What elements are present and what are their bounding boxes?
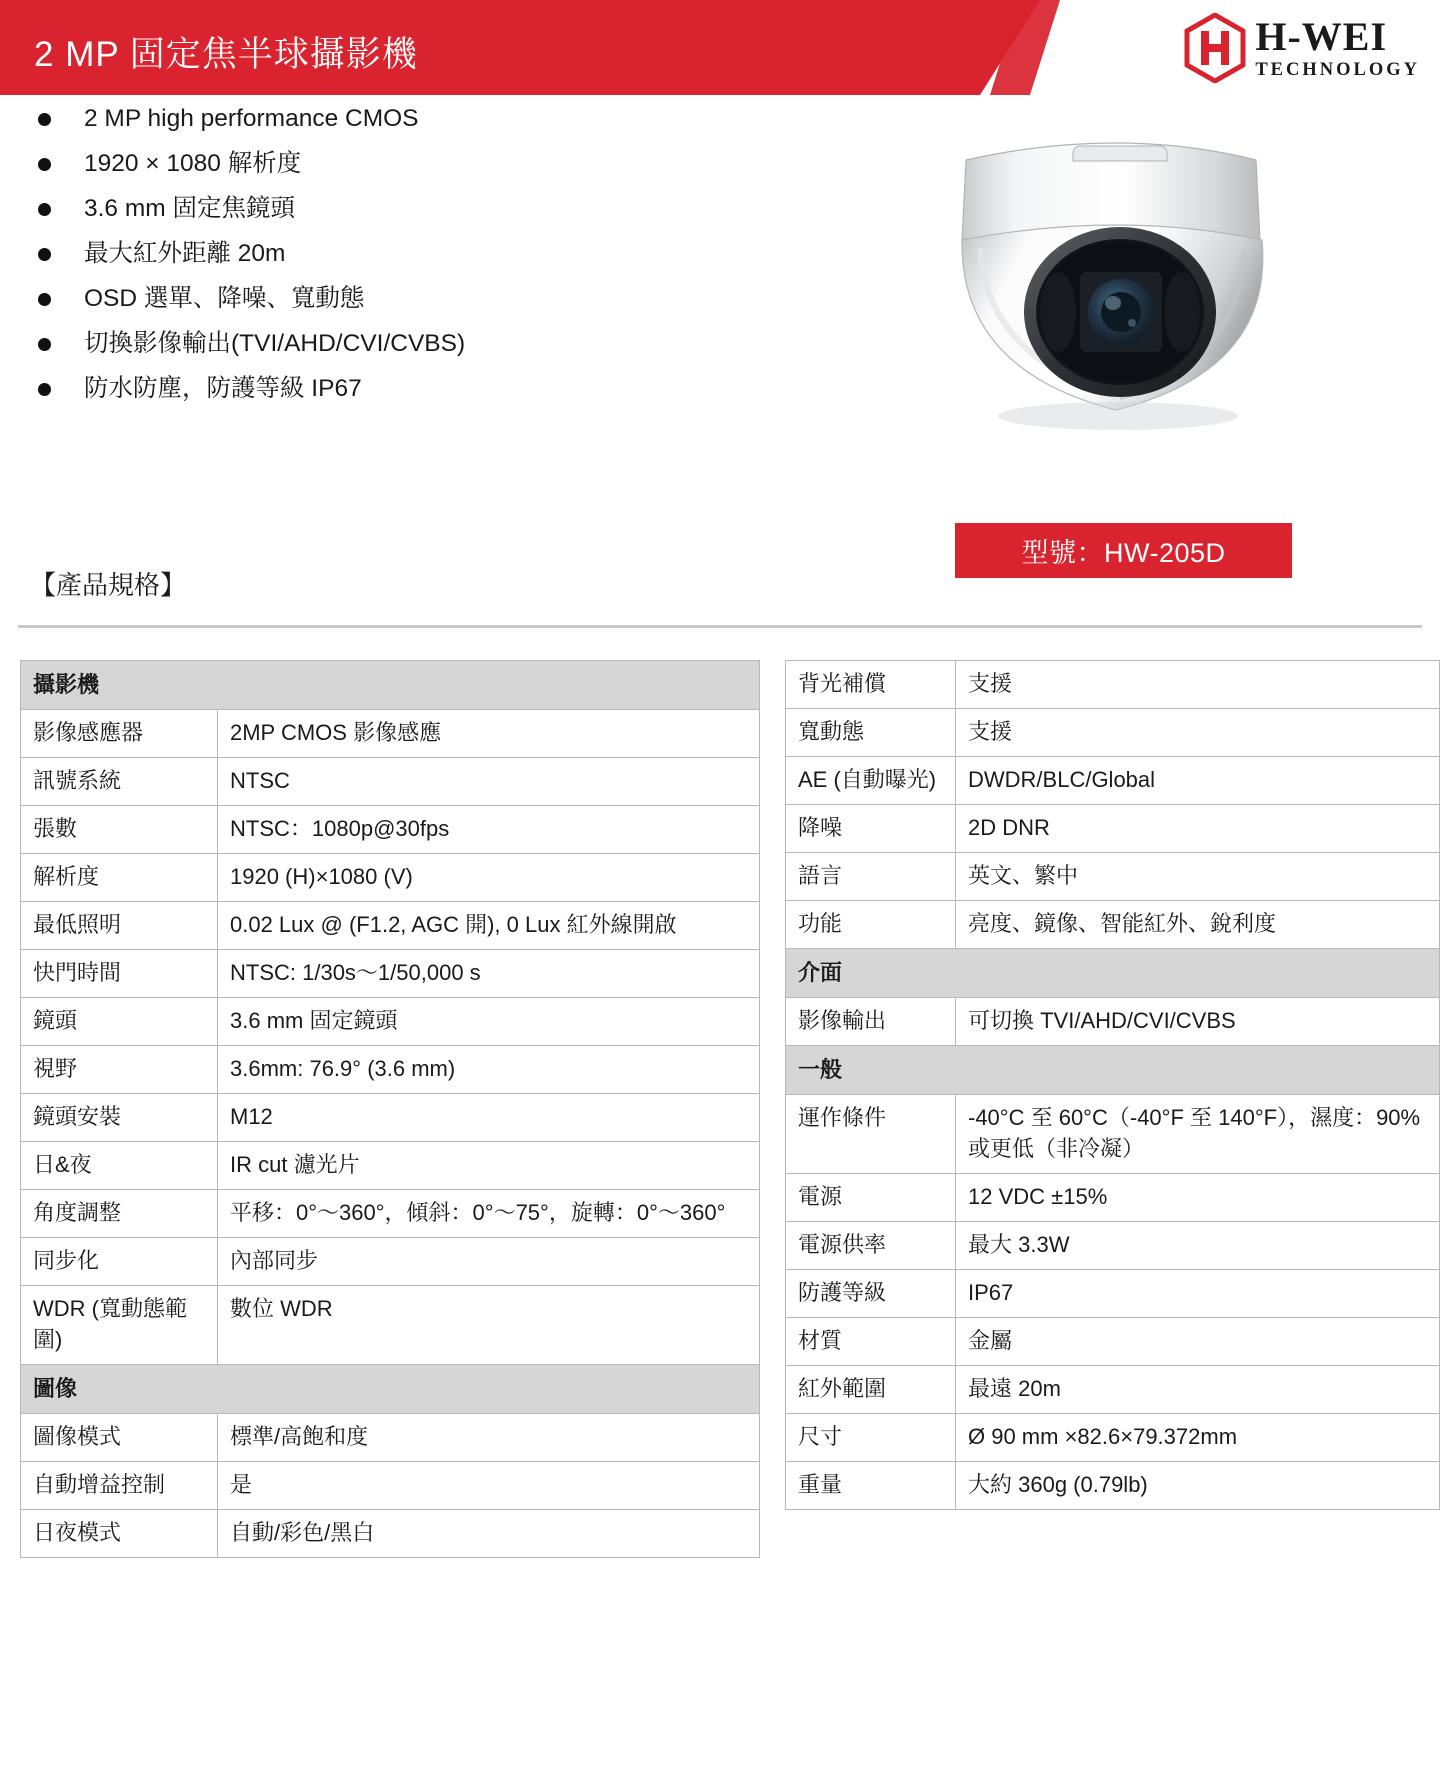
spec-value: 最大 3.3W [956, 1222, 1440, 1270]
spec-value: IP67 [956, 1270, 1440, 1318]
table-row [786, 1462, 1440, 1510]
spec-key: 電源供率 [786, 1222, 956, 1270]
table-row [786, 1366, 1440, 1414]
bullet-icon [38, 113, 51, 126]
spec-value: 最遠 20m [956, 1366, 1440, 1414]
logo-tagline: TECHNOLOGY [1255, 59, 1420, 80]
page-header [0, 0, 1440, 95]
list-item [24, 328, 824, 373]
feature-list [24, 103, 824, 418]
table-section-row [786, 1046, 1440, 1095]
table-row [21, 1094, 760, 1142]
table-row [786, 1414, 1440, 1462]
spec-value: 可切換 TVI/AHD/CVI/CVBS [956, 998, 1440, 1046]
spec-table-right-wrap [760, 660, 1440, 1558]
h-hexagon-icon [1183, 13, 1247, 83]
spec-key: 電源 [786, 1174, 956, 1222]
table-row [21, 1190, 760, 1238]
bullet-icon [38, 158, 51, 171]
spec-value: 內部同步 [218, 1238, 760, 1286]
table-row [21, 1046, 760, 1094]
table-row [786, 1318, 1440, 1366]
bullet-icon [38, 248, 51, 261]
spec-key: 自動增益控制 [21, 1462, 218, 1510]
table-row [786, 853, 1440, 901]
bullet-icon [38, 293, 51, 306]
spec-key: 日&夜 [21, 1142, 218, 1190]
feature-text: 切換影像輸出(TVI/AHD/CVI/CVBS) [84, 330, 466, 357]
spec-key: 紅外範圍 [786, 1366, 956, 1414]
spec-value: NTSC [218, 758, 760, 806]
spec-key: 日夜模式 [21, 1510, 218, 1558]
section-label: 圖像 [21, 1365, 760, 1414]
table-section-row [21, 1365, 760, 1414]
spec-table-left-wrap [0, 660, 760, 1558]
spec-key: 語言 [786, 853, 956, 901]
feature-text: 最大紅外距離 20m [84, 240, 286, 267]
model-number-badge: 型號：HW-205D [955, 523, 1292, 578]
spec-key: 寬動態 [786, 709, 956, 757]
spec-key: 同步化 [21, 1238, 218, 1286]
table-row [21, 1142, 760, 1190]
spec-key: 解析度 [21, 854, 218, 902]
spec-value: 3.6 mm 固定鏡頭 [218, 998, 760, 1046]
spec-key: 降噪 [786, 805, 956, 853]
spec-key: 圖像模式 [21, 1414, 218, 1462]
table-row [21, 758, 760, 806]
spec-value: 12 VDC ±15% [956, 1174, 1440, 1222]
table-row [21, 854, 760, 902]
table-row [786, 1270, 1440, 1318]
spec-value: 標準/高飽和度 [218, 1414, 760, 1462]
table-row [786, 757, 1440, 805]
spec-value: 平移：0°～360°，傾斜：0°～75°，旋轉：0°～360° [218, 1190, 760, 1238]
feature-text: 防水防塵，防護等級 IP67 [84, 375, 362, 402]
table-row [21, 1510, 760, 1558]
spec-key: 重量 [786, 1462, 956, 1510]
spec-key: 張數 [21, 806, 218, 854]
spec-key: 尺寸 [786, 1414, 956, 1462]
product-photo-dome-camera [930, 120, 1310, 460]
spec-value: 3.6mm: 76.9° (3.6 mm) [218, 1046, 760, 1094]
bullet-icon [38, 383, 51, 396]
spec-value: 支援 [956, 709, 1440, 757]
spec-key: 材質 [786, 1318, 956, 1366]
feature-text: 2 MP high performance CMOS [84, 105, 419, 132]
table-row [786, 1095, 1440, 1174]
table-row [21, 1414, 760, 1462]
brand-logo [1183, 8, 1420, 88]
feature-text: 1920 × 1080 解析度 [84, 150, 302, 177]
spec-value: 2MP CMOS 影像感應 [218, 710, 760, 758]
spec-value: -40°C 至 60°C（-40°F 至 140°F），濕度：90% 或更低（非冷凝） [956, 1095, 1440, 1174]
spec-key: 最低照明 [21, 902, 218, 950]
list-item [24, 283, 824, 328]
spec-key: WDR (寬動態範圍) [21, 1286, 218, 1365]
spec-table-right [785, 660, 1440, 1510]
spec-key: AE (自動曝光) [786, 757, 956, 805]
spec-section-title: 【產品規格】 [30, 570, 187, 600]
section-label: 攝影機 [21, 661, 760, 710]
spec-key: 運作條件 [786, 1095, 956, 1174]
list-item [24, 103, 824, 148]
table-row [786, 998, 1440, 1046]
spec-value: NTSC：1080p@30fps [218, 806, 760, 854]
spec-tables [0, 660, 1440, 1558]
spec-value: 金屬 [956, 1318, 1440, 1366]
spec-value: 是 [218, 1462, 760, 1510]
table-row [21, 1238, 760, 1286]
bullet-icon [38, 203, 51, 216]
spec-table-left [20, 660, 760, 1558]
table-row [786, 901, 1440, 949]
spec-key: 角度調整 [21, 1190, 218, 1238]
list-item [24, 148, 824, 193]
bullet-icon [38, 338, 51, 351]
table-row [786, 661, 1440, 709]
feature-text: OSD 選單、降噪、寬動態 [84, 285, 365, 312]
page-title: 2 MP 固定焦半球攝影機 [34, 35, 418, 74]
list-item [24, 373, 824, 418]
section-label: 一般 [786, 1046, 1440, 1095]
list-item [24, 238, 824, 283]
spec-key: 鏡頭 [21, 998, 218, 1046]
table-row [786, 805, 1440, 853]
table-row [21, 902, 760, 950]
table-row [21, 950, 760, 998]
feature-text: 3.6 mm 固定焦鏡頭 [84, 195, 295, 222]
spec-value: DWDR/BLC/Global [956, 757, 1440, 805]
table-row [786, 709, 1440, 757]
spec-key: 背光補償 [786, 661, 956, 709]
spec-value: 支援 [956, 661, 1440, 709]
spec-value: 自動/彩色/黑白 [218, 1510, 760, 1558]
logo-wordmark: H-WEI [1255, 13, 1388, 59]
spec-value: 大約 360g (0.79lb) [956, 1462, 1440, 1510]
spec-key: 鏡頭安裝 [21, 1094, 218, 1142]
spec-key: 影像輸出 [786, 998, 956, 1046]
section-label: 介面 [786, 949, 1440, 998]
spec-value: 1920 (H)×1080 (V) [218, 854, 760, 902]
spec-value: IR cut 濾光片 [218, 1142, 760, 1190]
table-section-row [786, 949, 1440, 998]
table-row [21, 806, 760, 854]
spec-value: 0.02 Lux @ (F1.2, AGC 開), 0 Lux 紅外線開啟 [218, 902, 760, 950]
spec-key: 訊號系統 [21, 758, 218, 806]
spec-value: 英文、繁中 [956, 853, 1440, 901]
spec-value: Ø 90 mm ×82.6×79.372mm [956, 1414, 1440, 1462]
table-row [21, 998, 760, 1046]
spec-key: 功能 [786, 901, 956, 949]
table-row [21, 1462, 760, 1510]
spec-key: 影像感應器 [21, 710, 218, 758]
list-item [24, 193, 824, 238]
spec-value: 亮度、鏡像、智能紅外、銳利度 [956, 901, 1440, 949]
table-row [786, 1222, 1440, 1270]
spec-key: 快門時間 [21, 950, 218, 998]
section-divider [18, 625, 1422, 628]
spec-value: NTSC: 1/30s～1/50,000 s [218, 950, 760, 998]
spec-value: 2D DNR [956, 805, 1440, 853]
spec-key: 防護等級 [786, 1270, 956, 1318]
table-row [786, 1174, 1440, 1222]
spec-value: 數位 WDR [218, 1286, 760, 1365]
table-row [21, 1286, 760, 1365]
table-section-row [21, 661, 760, 710]
spec-key: 視野 [21, 1046, 218, 1094]
spec-value: M12 [218, 1094, 760, 1142]
table-row [21, 710, 760, 758]
